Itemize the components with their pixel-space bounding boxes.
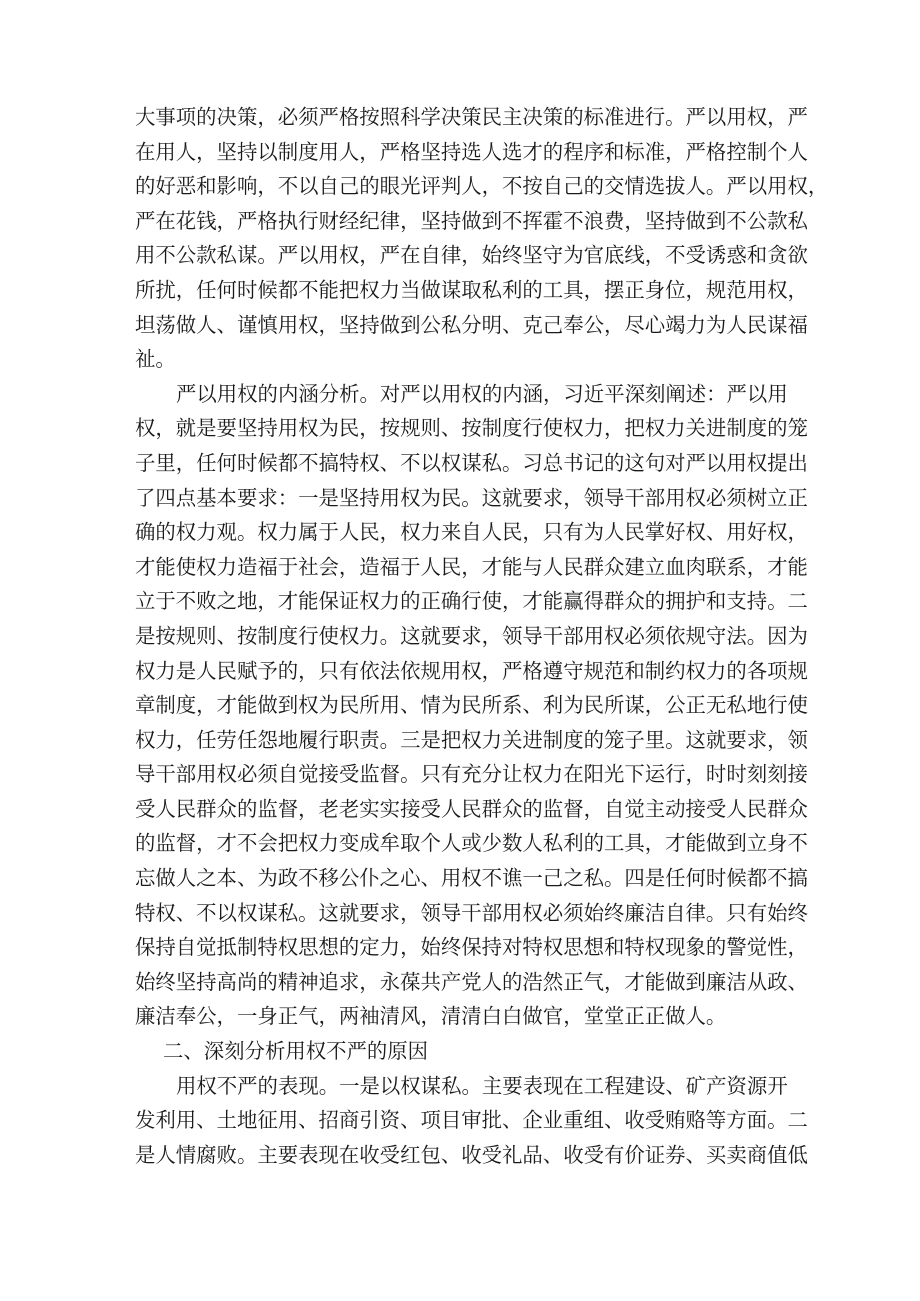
section-heading: 二、深刻分析用权不严的原因 xyxy=(163,1039,429,1064)
paragraph-2 xyxy=(135,377,808,1034)
text-line: 发利用、土地征用、招商引资、项目审批、企业重组、收受贿赂等方面。二 xyxy=(135,1108,808,1133)
text-line: 忘做人之本、为政不移公仆之心、用权不谯一己之私。四是任何时候都不搞 xyxy=(135,866,808,891)
text-line: 所扰，任何时候都不能把权力当做谋取私利的工具，摆正身位，规范用权， xyxy=(135,277,808,302)
text-line: 权力是人民赋予的，只有依法依规用权，严格遵守规范和制约权力的各项规 xyxy=(135,658,808,683)
text-line: 在用人，坚持以制度用人，严格坚持选人选才的程序和标准，严格控制个人 xyxy=(135,139,808,164)
text-line: 廉洁奉公，一身正气，两袖清风，清清白白做官，堂堂正正做人。 xyxy=(135,1004,727,1029)
text-line: 特权、不以权谋私。这就要求，领导干部用权必须始终廉洁自律。只有始终 xyxy=(135,900,808,925)
text-line: 是按规则、按制度行使权力。这就要求，领导干部用权必须依规守法。因为 xyxy=(135,623,808,648)
text-line: 的好恶和影响，不以自己的眼光评判人，不按自己的交情选拔人。严以用权， xyxy=(135,174,829,199)
text-line: 祉。 xyxy=(135,347,176,372)
document-page xyxy=(135,100,829,1172)
text-line: 章制度，才能做到权为民所用、情为民所系、利为民所谋，公正无私地行使 xyxy=(135,693,808,718)
text-line: 用权不严的表现。一是以权谋私。主要表现在工程建设、矿产资源开 xyxy=(176,1073,788,1098)
text-line: 了四点基本要求：一是坚持用权为民。这就要求，领导干部用权必须树立正 xyxy=(135,485,808,510)
text-line: 的监督，才不会把权力变成牟取个人或少数人私利的工具，才能做到立身不 xyxy=(135,831,808,856)
paragraph-1 xyxy=(135,100,829,377)
text-line: 用不公款私谋。严以用权，严在自律，始终坚守为官底线，不受诱惑和贪欲 xyxy=(135,243,808,268)
text-line: 坦荡做人、谨慎用权，坚持做到公私分明、克己奉公，尽心竭力为人民谋福 xyxy=(135,312,808,337)
text-line: 是人情腐败。主要表现在收受红包、收受礼品、收受有价证券、买卖商值低 xyxy=(135,1142,808,1167)
paragraph-3 xyxy=(135,1069,808,1173)
text-line: 保持自觉抵制特权思想的定力，始终保持对特权思想和特权现象的警觉性， xyxy=(135,935,808,960)
text-line: 大事项的决策，必须严格按照科学决策民主决策的标准进行。严以用权，严 xyxy=(135,105,808,129)
text-line: 才能使权力造福于社会，造福于人民，才能与人民群众建立血肉联系，才能 xyxy=(135,554,808,579)
text-line: 导干部用权必须自觉接受监督。只有充分让权力在阳光下运行，时时刻刻接 xyxy=(135,762,808,787)
text-line: 受人民群众的监督，老老实实接受人民群众的监督，自觉主动接受人民群众 xyxy=(135,796,808,821)
text-line: 权力，任劳任怨地履行职责。三是把权力关进制度的笼子里。这就要求，领 xyxy=(135,727,808,752)
text-line: 确的权力观。权力属于人民，权力来自人民，只有为人民掌好权、用好权， xyxy=(135,520,808,545)
text-line: 严以用权的内涵分析。对严以用权的内涵，习近平深刻阐述：严以用 xyxy=(176,381,788,406)
text-line: 始终坚持高尚的精神追求，永葆共产党人的浩然正气，才能做到廉洁从政、 xyxy=(135,969,808,994)
text-line: 立于不败之地，才能保证权力的正确行使，才能赢得群众的拥护和支持。二 xyxy=(135,589,808,614)
text-line: 严在花钱，严格执行财经纪律，坚持做到不挥霍不浪费，坚持做到不公款私 xyxy=(135,208,808,233)
text-line: 权，就是要坚持用权为民，按规则、按制度行使权力，把权力关进制度的笼 xyxy=(135,416,808,441)
text-line: 子里，任何时候都不搞特权、不以权谋私。习总书记的这句对严以用权提出 xyxy=(135,450,808,475)
